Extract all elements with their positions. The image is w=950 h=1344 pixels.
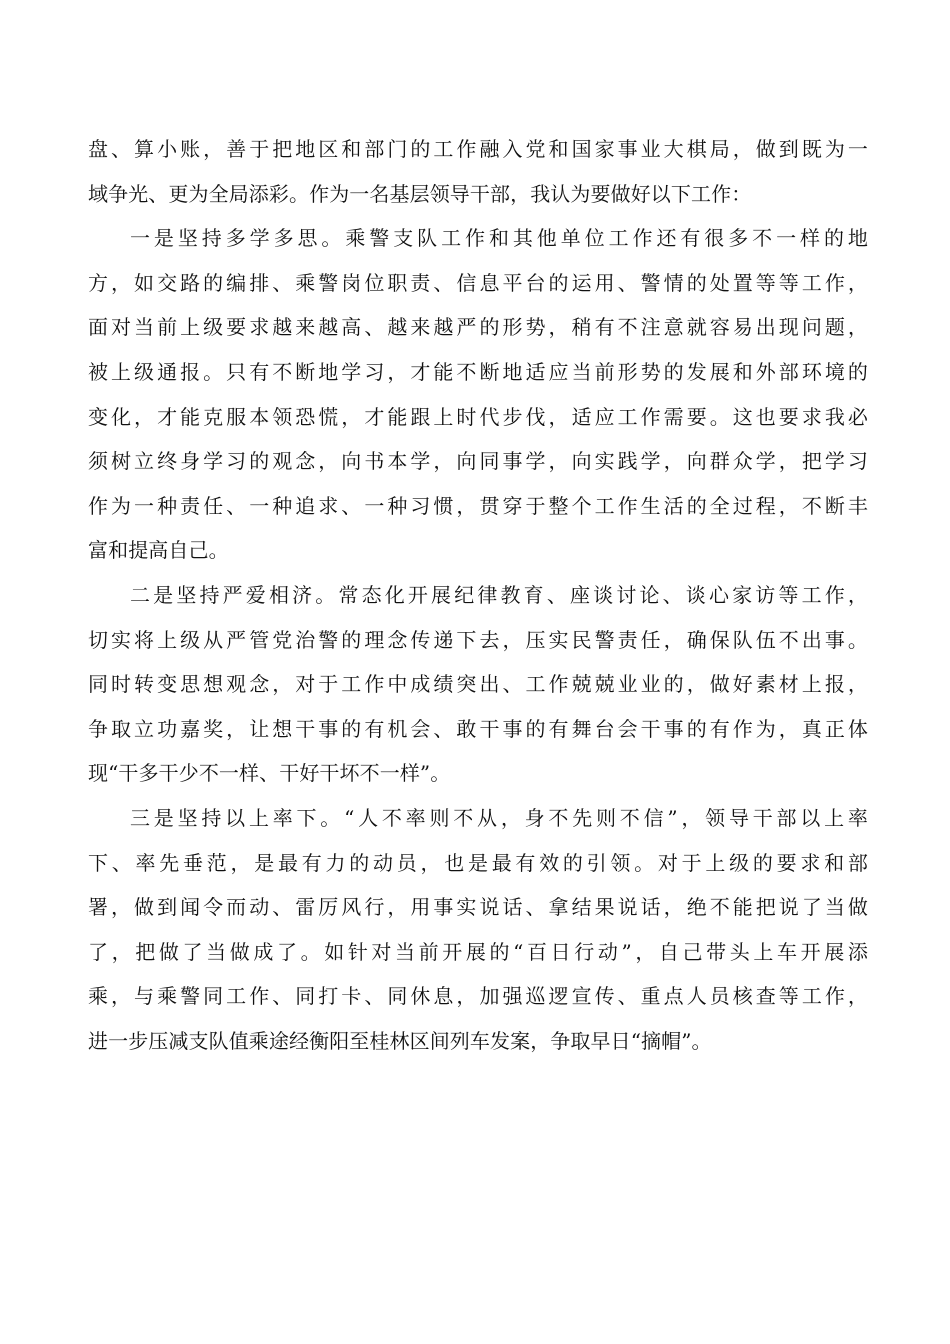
text-line: 方，如交路的编排、乘警岗位职责、信息平台的运用、警情的处置等等工作， (88, 270, 868, 295)
paragraph-study (88, 216, 868, 573)
paragraph-leadership (88, 796, 868, 1064)
paragraph-continuation (88, 127, 868, 216)
text-line: 变化，才能克服本领恐慌，才能跟上时代步伐，适应工作需要。这也要求我必 (88, 404, 868, 429)
text-line: 进一步压减支队值乘途经衡阳至桂林区间列车发案，争取早日“摘帽”。 (88, 1028, 712, 1053)
text-line: 盘、算小账，善于把地区和部门的工作融入党和国家事业大棋局，做到既为一 (88, 137, 868, 161)
text-line: 现“干多干少不一样、干好干坏不一样”。 (88, 761, 451, 786)
text-line: 域争光、更为全局添彩。作为一名基层领导干部，我认为要做好以下工作： (88, 181, 752, 206)
text-line: 一是坚持多学多思。乘警支队工作和其他单位工作还有很多不一样的地 (130, 226, 868, 251)
text-line: 争取立功嘉奖，让想干事的有机会、敢干事的有舞台会干事的有作为，真正体 (88, 716, 868, 741)
document-body (88, 127, 868, 1063)
text-line: 切实将上级从严管党治警的理念传递下去，压实民警责任，确保队伍不出事。 (88, 627, 868, 652)
text-line: 面对当前上级要求越来越高、越来越严的形势，稍有不注意就容易出现问题， (88, 315, 868, 340)
text-line: 被上级通报。只有不断地学习，才能不断地适应当前形势的发展和外部环境的 (88, 359, 868, 384)
text-line: 乘，与乘警同工作、同打卡、同休息，加强巡逻宣传、重点人员核查等工作， (88, 984, 868, 1009)
text-line: 须树立终身学习的观念，向书本学，向同事学，向实践学，向群众学，把学习 (88, 449, 868, 474)
text-line: 下、率先垂范，是最有力的动员，也是最有效的引领。对于上级的要求和部 (88, 850, 868, 875)
text-line: 同时转变思想观念，对于工作中成绩突出、工作兢兢业业的，做好素材上报， (88, 672, 868, 697)
text-line: 作为一种责任、一种追求、一种习惯，贯穿于整个工作生活的全过程，不断丰 (88, 493, 868, 518)
paragraph-discipline (88, 573, 868, 796)
text-line: 二是坚持严爱相济。常态化开展纪律教育、座谈讨论、谈心家访等工作， (130, 582, 868, 607)
text-line: 富和提高自己。 (88, 538, 229, 563)
text-line: 署，做到闻令而动、雷厉风行，用事实说话、拿结果说话，绝不能把说了当做 (88, 895, 868, 920)
text-line: 三是坚持以上率下。“人不率则不从，身不先则不信”，领导干部以上率 (130, 805, 868, 830)
text-line: 了，把做了当做成了。如针对当前开展的“百日行动”，自己带头上车开展添 (88, 939, 868, 964)
